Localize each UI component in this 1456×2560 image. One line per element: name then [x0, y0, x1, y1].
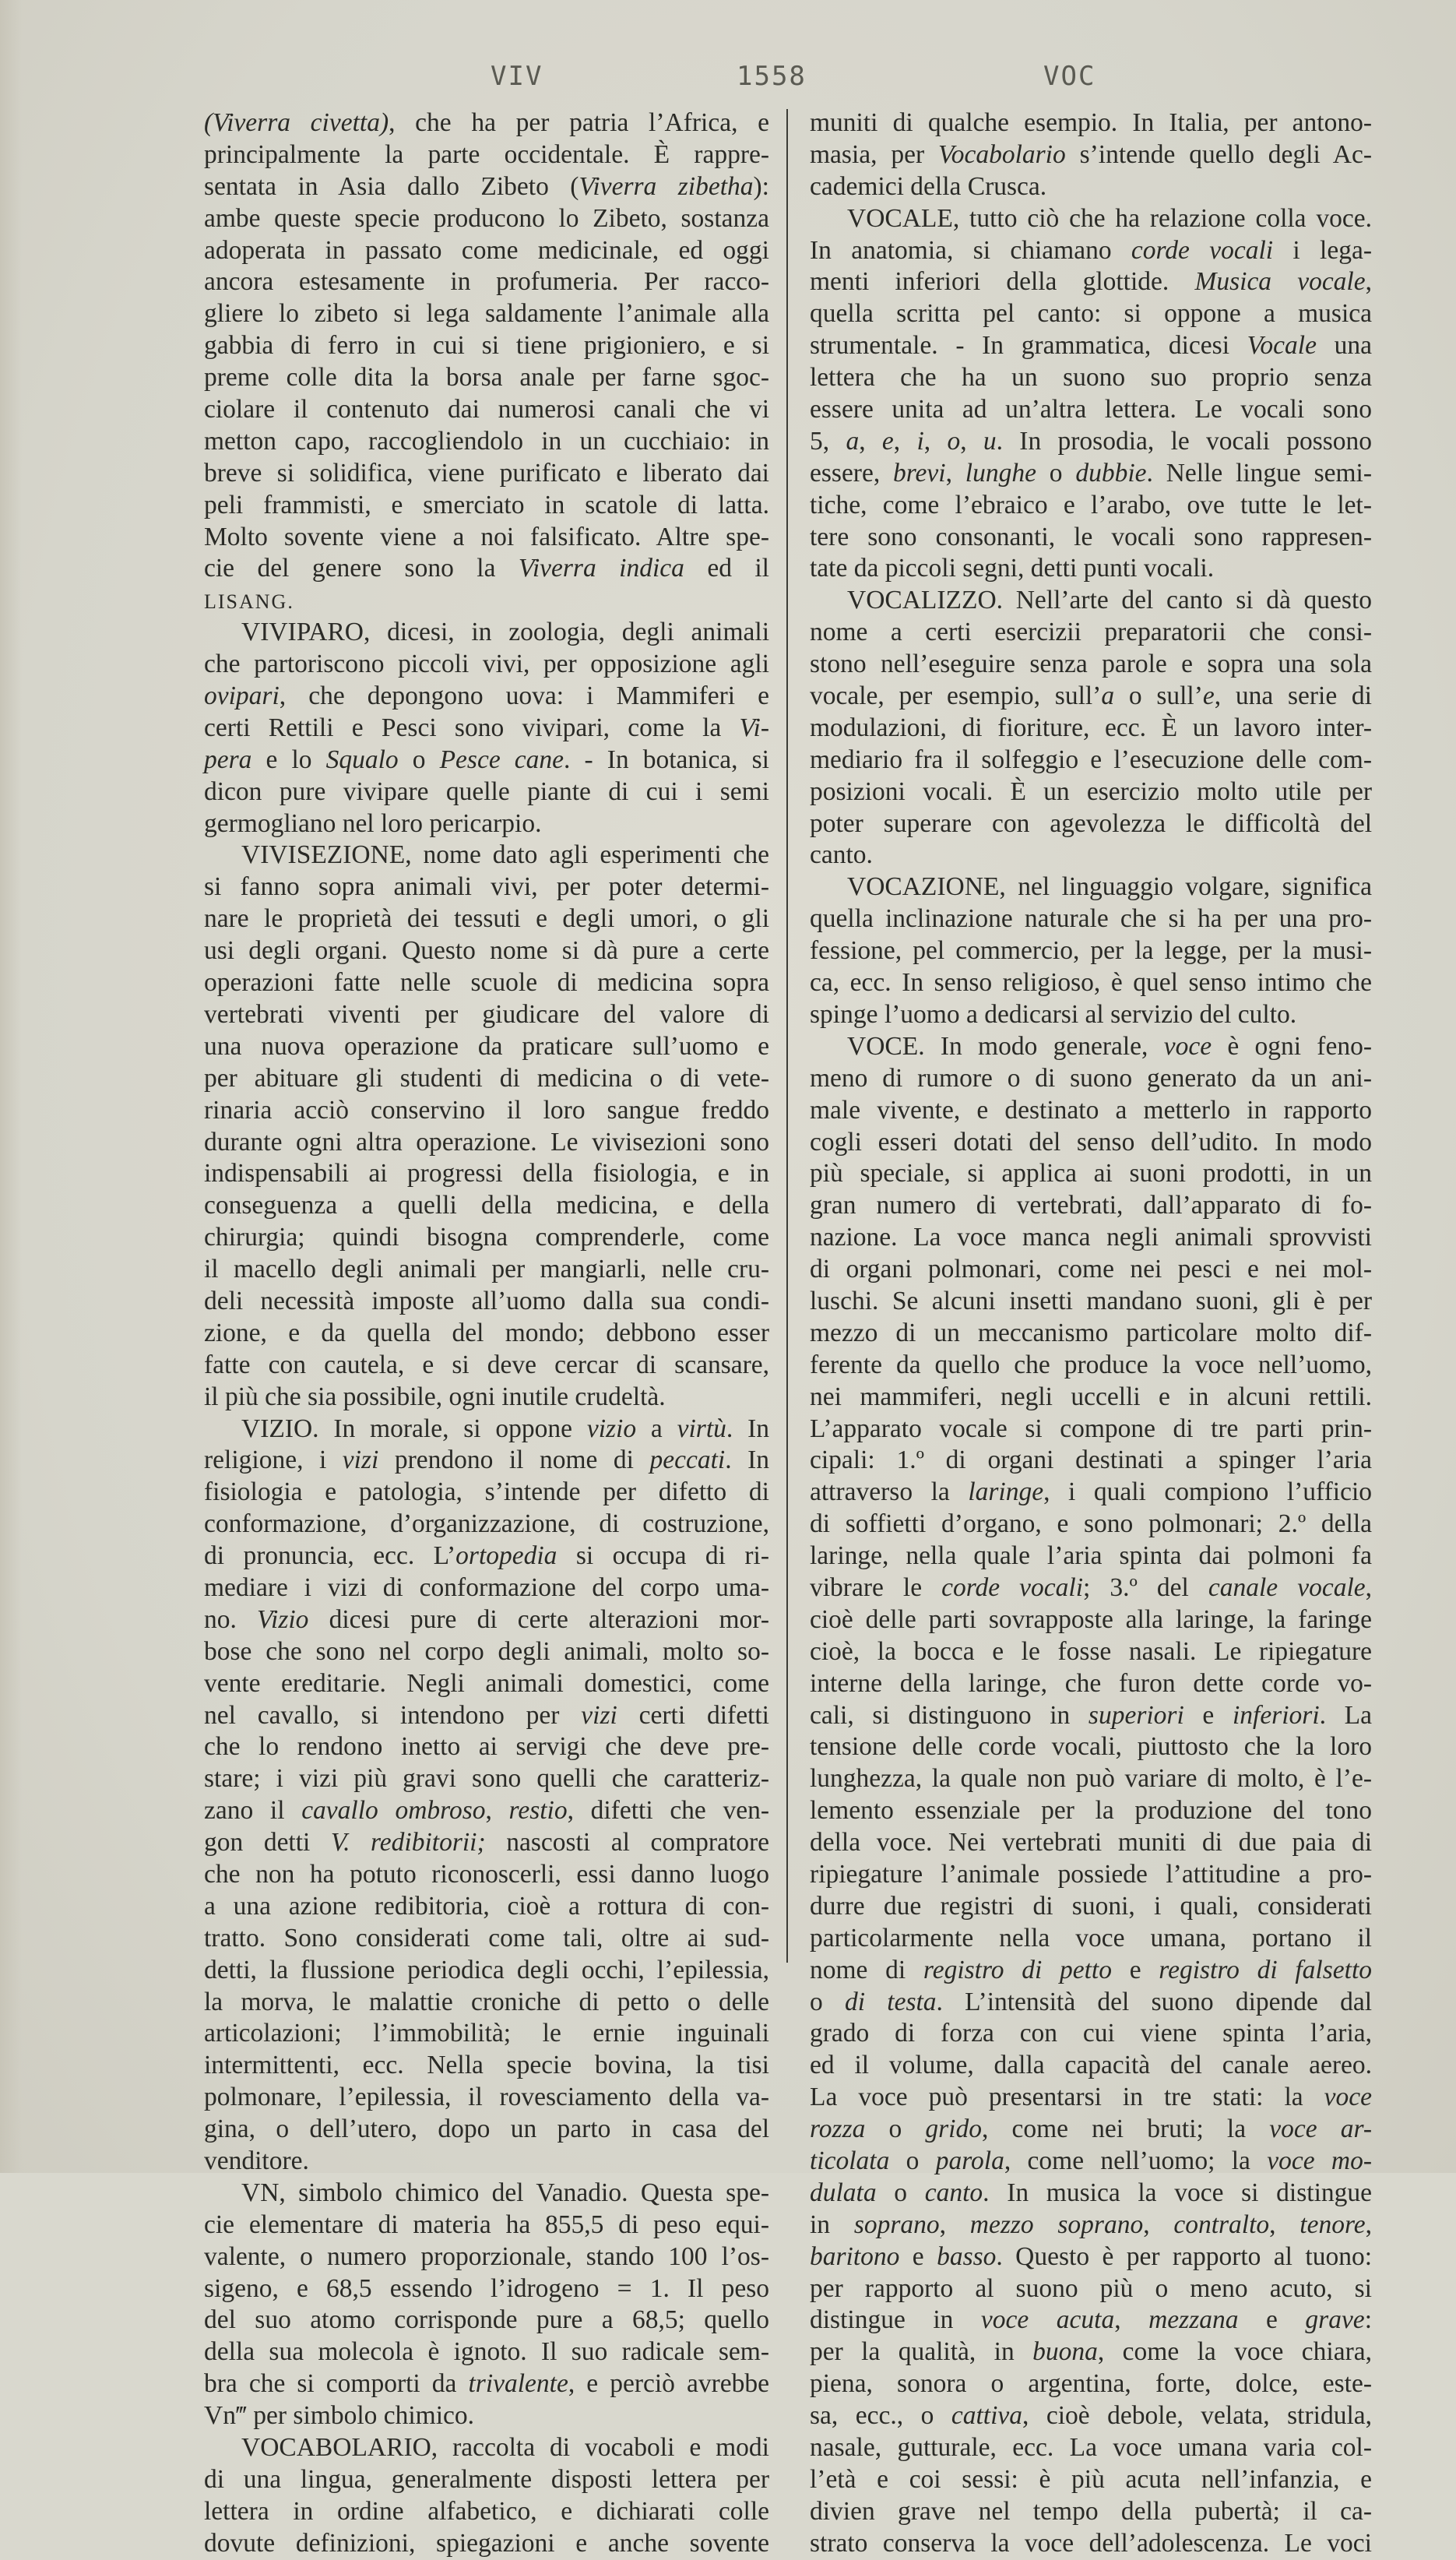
- text-line: per abituare gli studenti di medicina o di vete-: [204, 1063, 769, 1093]
- text-line: L’apparato vocale si compone di tre parti prin-: [810, 1414, 1372, 1443]
- text-line: poter superare con agevolezza le difficoltà del: [810, 808, 1372, 838]
- text-line: conseguenza a quelli della medicina, e della: [204, 1191, 769, 1220]
- text-line: detti, la flussione periodica degli occhi, l’epilessia,: [204, 1955, 769, 1984]
- text-line: attraverso la laringe, i quali compiono l’ufficio: [810, 1477, 1373, 1507]
- text-line: nei mammiferi, negli uccelli e in alcuni rettili.: [810, 1382, 1372, 1411]
- text-line: per rapporto al suono più o meno acuto, si: [810, 2273, 1372, 2303]
- text-line: tiche, come l’ebraico e l’arabo, ove tutte le let-: [810, 490, 1372, 519]
- text-line: vente ereditarie. Negli animali domestici, come: [204, 1668, 769, 1698]
- text-line: il macello degli animali per mangiarli, nelle cru-: [204, 1255, 769, 1284]
- text-line: del suo atomo corrisponde pure a 68,5; quello: [204, 2305, 769, 2335]
- entry-first-line: VN, simbolo chimico del Vanadio. Questa spe-: [241, 2178, 769, 2207]
- text-line: In anatomia, si chiamano corde vocali i lega-: [810, 235, 1372, 265]
- text-line: germogliano nel loro pericarpio.: [204, 808, 542, 838]
- text-line: ambe queste specie producono lo Zibeto, sostanza: [204, 203, 769, 233]
- text-line: mezzo di un meccanismo particolare molto dif-: [810, 1318, 1372, 1347]
- text-line: nel cavallo, si intendono per vizi certi difetti: [204, 1700, 769, 1730]
- text-line: particolarmente nella voce umana, portano il: [810, 1923, 1372, 1953]
- text-line: indispensabili ai progressi della fisiologia, e in: [204, 1159, 769, 1188]
- right-column: [810, 107, 1372, 2560]
- text-line: cogli esseri dotati del senso dell’udito. In modo: [810, 1127, 1372, 1157]
- entry-first-line: VIVISEZIONE, nome dato agli esperimenti che: [241, 840, 769, 870]
- text-line: breve si solidifica, viene purificato e liberato dai: [204, 458, 769, 488]
- entry-first-line: VOCE. In modo generale, voce è ogni feno-: [847, 1031, 1372, 1061]
- text-line: intermittenti, ecc. Nella specie bovina, la tisi: [204, 2051, 769, 2080]
- text-line: valente, o numero proporzionale, stando 100 l’os-: [204, 2241, 769, 2271]
- text-line: di pronuncia, ecc. L’ortopedia si occupa di ri-: [204, 1541, 769, 1571]
- text-line: metton capo, raccogliendolo in un cucchiaio: in: [204, 426, 769, 456]
- text-line: una nuova operazione da praticare sull’uomo e: [204, 1031, 769, 1061]
- text-line: usi degli organi. Questo nome si dà pure a certe: [204, 936, 769, 966]
- text-line: vocale, per esempio, sull’a o sull’e, una serie di: [810, 681, 1372, 711]
- text-line: sigeno, e 68,5 essendo l’idrogeno = 1. Il peso: [204, 2273, 769, 2303]
- text-line: ancora estesamente in profumeria. Per racco-: [204, 267, 769, 297]
- text-line: ticolata o parola, come nell’uomo; la voce mo-: [810, 2146, 1373, 2175]
- text-line: nome a certi esercizii preparatorii che consi-: [810, 618, 1372, 647]
- text-line: o di testa. L’intensità del suono dipende dal: [810, 1987, 1373, 2016]
- text-line: vibrare le corde vocali; 3.º del canale vocale,: [810, 1572, 1372, 1602]
- text-line: meno di rumore o di suono generato da un ani-: [810, 1063, 1372, 1093]
- text-line: gliere lo zibeto si lega saldamente l’animale alla: [204, 299, 769, 329]
- entry-first-line: VOCABOLARIO, raccolta di vocaboli e modi: [241, 2433, 769, 2463]
- text-line: nome di registro di petto e registro di falsetto: [810, 1955, 1372, 1984]
- text-line: rozza o grido, come nei bruti; la voce ar-: [810, 2115, 1373, 2144]
- entry-first-line: VOCAZIONE, nel linguaggio volgare, significa: [847, 872, 1372, 902]
- text-line: male vivente, e destinato a metterlo in rapporto: [810, 1095, 1372, 1125]
- text-line: Molto sovente viene a noi falsificato. Altre spe-: [204, 522, 769, 551]
- text-line: lettera che ha un suono suo proprio senza: [810, 363, 1372, 393]
- text-line: ca, ecc. In senso religioso, è quel senso intimo che: [810, 968, 1372, 998]
- text-line: certi Rettili e Pesci sono vivipari, come la Vi-: [204, 713, 769, 742]
- text-line: ciolare il contenuto dai numerosi canali che vi: [204, 395, 769, 424]
- text-line: La voce può presentarsi in tre stati: la voce: [810, 2083, 1372, 2112]
- text-line: mediario fra il solfeggio e l’esecuzione delle com-: [810, 745, 1372, 774]
- text-line: LISANG.: [204, 590, 294, 614]
- text-line: lettera in ordine alfabetico, e dichiarati colle: [204, 2496, 769, 2526]
- text-line: durre due registri di suoni, i quali, considerati: [810, 1891, 1372, 1921]
- text-line: cie elementare di materia ha 855,5 di peso equi-: [204, 2210, 769, 2239]
- text-line: lunghezza, la quale non può variare di molto, è l’e-: [810, 1764, 1372, 1794]
- text-line: distingue in voce acuta, mezzana e grave:: [810, 2305, 1372, 2335]
- text-line: Vn‴ per simbolo chimico.: [204, 2401, 475, 2431]
- text-line: operazioni fatte nelle scuole di medicina sopra: [204, 968, 769, 998]
- text-line: nare le proprietà dei tessuti e degli umori, o gli: [204, 904, 769, 934]
- text-line: sentata in Asia dallo Zibeto (Viverra zibetha):: [204, 171, 769, 201]
- text-line: stare; i vizi più gravi sono quelli che caratteriz-: [204, 1764, 769, 1794]
- text-line: che non ha potuto riconoscerli, essi danno luogo: [204, 1859, 769, 1889]
- text-line: a una azione redibitoria, cioè a rottura di con-: [204, 1891, 769, 1921]
- text-line: divien grave nel tempo della pubertà; il ca-: [810, 2496, 1372, 2526]
- text-line: menti inferiori della glottide. Musica vocale,: [810, 267, 1372, 297]
- page-number: 1558: [737, 61, 807, 92]
- text-line: gina, o dell’utero, dopo un parto in casa del: [204, 2115, 769, 2144]
- text-line: nazione. La voce manca negli animali sprovvisti: [810, 1223, 1372, 1252]
- text-line: preme colle dita la borsa anale per farne sgoc-: [204, 363, 769, 393]
- entry-first-line: VIVIPARO, dicesi, in zoologia, degli animali: [241, 618, 769, 647]
- text-line: essere, brevi, lunghe o dubbie. Nelle lingue semi-: [810, 458, 1373, 488]
- text-line: articolazioni; l’immobilità; le ernie inguinali: [204, 2019, 769, 2048]
- text-line: conformazione, d’organizzazione, di costruzione,: [204, 1509, 769, 1539]
- text-line: cie del genere sono la Viverra indica ed il: [204, 554, 769, 583]
- text-line: chirurgia; quindi bisogna comprenderle, come: [204, 1223, 769, 1252]
- text-line: strumentale. - In grammatica, dicesi Vocale una: [810, 331, 1373, 361]
- text-line: religione, i vizi prendono il nome di peccati. In: [204, 1446, 770, 1475]
- text-line: nasale, gutturale, ecc. La voce umana varia col-: [810, 2433, 1372, 2463]
- text-line: cipali: 1.º di organi destinati a spinger l’aria: [810, 1446, 1372, 1475]
- text-line: masia, per Vocabolario s’intende quello degli Ac-: [810, 139, 1372, 169]
- text-line: di una lingua, generalmente disposti lettera per: [204, 2464, 769, 2494]
- running-head-right: VOC: [1043, 61, 1096, 92]
- text-line: baritono e basso. Questo è per rapporto al tuono:: [810, 2241, 1372, 2271]
- text-line: grado di forza con cui viene spinta l’aria,: [810, 2019, 1372, 2048]
- text-line: deli necessità imposte all’uomo dalla sua condi-: [204, 1286, 769, 1315]
- text-line: tate da piccoli segni, detti punti vocali.: [810, 554, 1215, 583]
- text-line: adoperata in passato come medicinale, ed oggi: [204, 235, 769, 265]
- text-line: ed il volume, dalla capacità del canale aereo.: [810, 2051, 1372, 2080]
- text-line: lemento essenziale per la produzione del tono: [810, 1796, 1372, 1826]
- text-line: che partoriscono piccoli vivi, per opposizione agli: [204, 650, 769, 679]
- text-line: rinaria acciò conservino il loro sangue freddo: [204, 1095, 769, 1125]
- text-line: che lo rendono inetto ai servigi che deve pre-: [204, 1732, 769, 1762]
- text-line: di organi polmonari, come nei pesci e nei mol-: [810, 1255, 1372, 1284]
- page-edge-shadow: [0, 0, 22, 2173]
- text-line: il più che sia possibile, ogni inutile crudeltà.: [204, 1382, 666, 1411]
- entry-first-line: VOCALE, tutto ciò che ha relazione colla voce.: [847, 203, 1372, 233]
- text-line: 5, a, e, i, o, u. In prosodia, le vocali possono: [810, 426, 1373, 456]
- text-line: di soffietti d’organo, e sono polmonari; 2.º della: [810, 1509, 1372, 1539]
- text-line: cademici della Crusca.: [810, 171, 1047, 201]
- entry-first-line: VOCALIZZO. Nell’arte del canto si dà questo: [847, 586, 1372, 615]
- text-line: mediare i vizi di conformazione del corpo uma-: [204, 1572, 769, 1602]
- text-line: polmonare, l’epilessia, il rovesciamento della va-: [204, 2083, 769, 2112]
- text-line: zione, e da quella del mondo; debbono esser: [204, 1318, 769, 1347]
- text-line: principalmente la parte occidentale. È rappre-: [204, 139, 769, 169]
- text-line: per la qualità, in buona, come la voce chiara,: [810, 2337, 1373, 2367]
- text-line: posizioni vocali. È un esercizio molto utile per: [810, 776, 1372, 806]
- text-line: fisiologia e patologia, s’intende per difetto di: [204, 1477, 769, 1507]
- text-line: stono nell’eseguire senza parole e sopra una sola: [810, 650, 1372, 679]
- text-line: gabbia di ferro in cui si tiene prigioniero, e si: [204, 331, 769, 361]
- text-line: durante ogni altra operazione. Le vivisezioni sono: [204, 1127, 769, 1157]
- text-line: piena, sonora o argentina, forte, dolce, este-: [810, 2369, 1372, 2399]
- text-line: ferente da quello che produce la voce nell’uomo,: [810, 1350, 1372, 1379]
- text-line: ripiegature l’animale possiede l’attitudine a pro-: [810, 1859, 1372, 1889]
- text-line: canto.: [810, 840, 873, 870]
- text-line: della voce. Nei vertebrati muniti di due paia di: [810, 1828, 1372, 1857]
- text-line: più speciale, si applica ai suoni prodotti, in un: [810, 1159, 1372, 1188]
- text-line: modulazioni, di fioriture, ecc. È un lavoro inter-: [810, 713, 1372, 742]
- text-line: tere sono consonanti, le vocali sono rappresen-: [810, 522, 1372, 551]
- text-line: bra che si comporti da trivalente, e perciò avrebbe: [204, 2369, 769, 2399]
- text-line: bose che sono nel corpo degli animali, molto so-: [204, 1636, 769, 1666]
- text-line: fessione, pel commercio, per la legge, per la musi-: [810, 936, 1372, 966]
- text-line: della sua molecola è ignoto. Il suo radicale sem-: [204, 2337, 769, 2367]
- text-line: tratto. Sono considerati come tali, oltre ai sud-: [204, 1923, 769, 1953]
- text-line: quella scritta pel canto: si oppone a musica: [810, 299, 1372, 329]
- text-line: laringe, nella quale l’aria spinta dai polmoni fa: [810, 1541, 1372, 1571]
- text-line: zano il cavallo ombroso, restio, difetti che ven-: [204, 1796, 769, 1826]
- text-line: cioè, la bocca e le fosse nasali. Le ripiegature: [810, 1636, 1372, 1666]
- text-line: sa, ecc., o cattiva, cioè debole, velata, stridula,: [810, 2401, 1372, 2431]
- text-line: venditore.: [204, 2146, 309, 2175]
- text-line: cali, si distinguono in superiori e inferiori. La: [810, 1700, 1372, 1730]
- text-line: gon detti V. redibitorii; nascosti al compratore: [204, 1828, 769, 1857]
- left-column: [204, 107, 769, 2560]
- text-line: cioè delle parti sovrapposte alla laringe, la faringe: [810, 1604, 1372, 1634]
- text-line: pera e lo Squalo o Pesce cane. - In botanica, si: [204, 745, 769, 774]
- text-line: dovute definizioni, spiegazioni e anche sovente: [204, 2528, 769, 2558]
- text-line: muniti di qualche esempio. In Italia, per antono-: [810, 108, 1372, 137]
- text-line: la morva, le malattie croniche di petto o delle: [204, 1987, 769, 2016]
- text-line: fatte con cautela, e si deve cercar di scansare,: [204, 1350, 769, 1379]
- text-line: luschi. Se alcuni insetti mandano suoni, gli è per: [810, 1286, 1372, 1315]
- text-line: peli frammisti, e smerciato in scatole di latta.: [204, 490, 769, 519]
- column-divider: [786, 109, 788, 1963]
- text-line: strato conserva la voce dell’adolescenza. Le voci: [810, 2528, 1372, 2558]
- text-line: tensione delle corde vocali, piuttosto che la loro: [810, 1732, 1372, 1762]
- text-line: dicon pure vivipare quelle piante di cui i semi: [204, 776, 769, 806]
- text-line: spinge l’uomo a dedicarsi al servizio del culto.: [810, 999, 1297, 1029]
- text-line: in soprano, mezzo soprano, contralto, tenore,: [810, 2210, 1373, 2239]
- text-line: quella inclinazione naturale che si ha per una pro-: [810, 904, 1372, 934]
- text-line: si fanno sopra animali vivi, per poter determi-: [204, 872, 769, 902]
- text-line: gran numero di vertebrati, dall’apparato di fo-: [810, 1191, 1372, 1220]
- text-line: essere unita ad un’altra lettera. Le vocali sono: [810, 395, 1372, 424]
- text-line: interne della laringe, che furon dette corde vo-: [810, 1668, 1372, 1698]
- running-head-left: VIV: [491, 61, 543, 92]
- text-line: ovipari, che depongono uova: i Mammiferi e: [204, 681, 769, 711]
- entry-first-line: VIZIO. In morale, si oppone vizio a virtù. In: [241, 1414, 769, 1443]
- text-line: (Viverra civetta), che ha per patria l’Africa, e: [204, 108, 769, 137]
- text-line: vertebrati viventi per giudicare del valore di: [204, 999, 769, 1029]
- text-line: no. Vizio dicesi pure di certe alterazioni mor-: [204, 1604, 770, 1634]
- text-line: dulata o canto. In musica la voce si distingue: [810, 2178, 1372, 2207]
- text-line: l’età e coi sessi: è più acuta nell’infanzia, e: [810, 2464, 1372, 2494]
